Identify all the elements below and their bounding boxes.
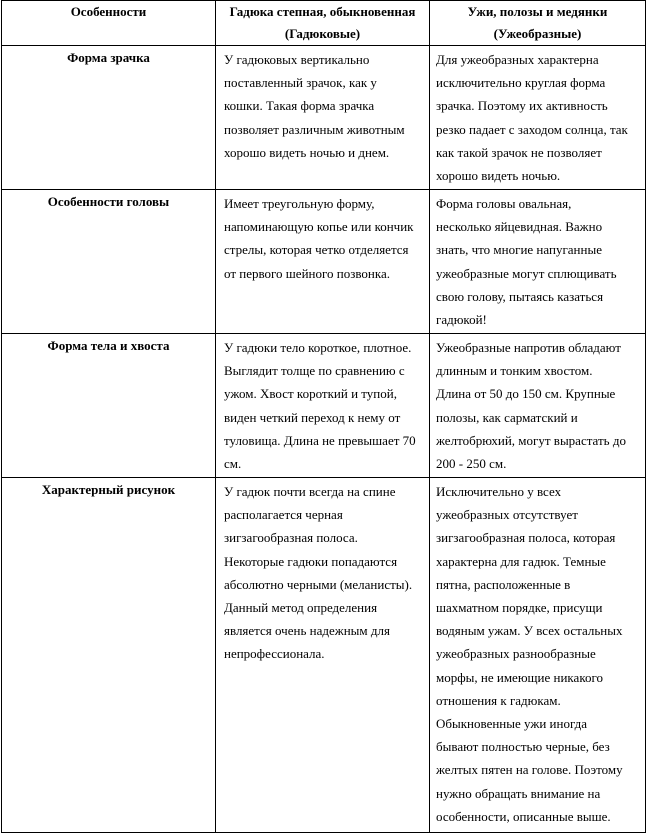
text-line: Имеет треугольную форму, — [224, 196, 375, 211]
text-line: ужеобразные могут сплющивать — [436, 265, 617, 281]
text-line: виден четкий переход к нему от — [224, 409, 401, 425]
text-line: кошки. Такая форма зрачка — [224, 98, 375, 114]
text-line: см. — [224, 456, 242, 472]
text-line: гадюкой! — [436, 312, 487, 328]
text-line: как такой зрачок не позволяет — [436, 144, 602, 160]
viper-cell — [216, 190, 430, 334]
text-line: нужно обращать внимание на — [436, 785, 601, 801]
text-line: ужеобразных разнообразные — [436, 646, 596, 662]
colubrid-cell — [430, 46, 646, 190]
text-line: пятна, расположенные в — [436, 576, 571, 592]
header-text: Ужи, полозы и медянки — [467, 4, 608, 19]
text-line: от первого шейного позвонка. — [224, 265, 390, 281]
table-row — [2, 190, 646, 334]
text-line: напоминающую копье или кончик — [224, 219, 414, 235]
text-line: бывают полностью черные, без — [436, 739, 610, 755]
text-line: желтобрюхий, могут вырастать до — [436, 432, 626, 448]
header-subtext: (Гадюковые) — [284, 26, 361, 41]
text-line: Выглядит толще по сравнению с — [224, 363, 405, 379]
header-cell-viper — [216, 1, 430, 46]
text-line: характерна для гадюк. Темные — [436, 553, 606, 569]
text-line: непрофессионала. — [224, 646, 325, 662]
feature-cell — [2, 190, 216, 334]
text-line: туловища. Длина не превышает 70 — [224, 432, 416, 448]
text-line: зрачка. Поэтому их активность — [436, 98, 608, 114]
table-row — [2, 46, 646, 190]
feature-cell — [2, 478, 216, 833]
text-line: хорошо видеть ночью. — [436, 168, 561, 184]
viper-cell — [216, 46, 430, 190]
text-line: располагается черная — [224, 507, 343, 523]
text-line: морфы, не имеющие никакого — [436, 669, 603, 685]
text-line: особенности, описанные выше. — [436, 808, 611, 824]
text-line: несколько яйцевидная. Важно — [436, 219, 603, 235]
text-line: У гадюки тело короткое, плотное. — [224, 340, 412, 355]
text-line: хорошо видеть ночью и днем. — [224, 144, 390, 160]
text-line: Некоторые гадюки попадаются — [224, 553, 398, 569]
text-line: абсолютно черными (меланисты). — [224, 576, 413, 592]
text-line: стрелы, которая четко отделяется — [224, 242, 409, 258]
viper-cell — [216, 478, 430, 833]
feature-cell — [2, 334, 216, 478]
text-line: Для ужеобразных характерна — [436, 52, 599, 67]
feature-label: Форма тела и хвоста — [47, 338, 170, 353]
colubrid-cell — [430, 478, 646, 833]
viper-cell — [216, 334, 430, 478]
table-row — [2, 478, 646, 833]
text-line: У гадюк почти всегда на спине — [224, 484, 396, 499]
text-line: резко падает с заходом солнца, так — [436, 121, 628, 137]
text-line: зигзагообразная полоса. — [224, 530, 358, 546]
feature-cell — [2, 46, 216, 190]
text-line: ужеобразных отсутствует — [436, 507, 578, 523]
text-line: знать, что многие напуганные — [436, 242, 602, 258]
text-line: желтых пятен на голове. Поэтому — [436, 762, 623, 778]
text-line: Форма головы овальная, — [436, 196, 572, 211]
text-line: водяным ужам. У всех остальных — [436, 623, 623, 639]
text-line: поставленный зрачок, как у — [224, 75, 377, 91]
table-row — [2, 334, 646, 478]
text-line: шахматном порядке, присущи — [436, 600, 603, 616]
text-line: У гадюковых вертикально — [224, 52, 370, 67]
text-line: исключительно круглая форма — [436, 75, 606, 91]
feature-label: Характерный рисунок — [41, 482, 176, 497]
text-line: длинным и тонким хвостом. — [436, 363, 593, 379]
header-text: Гадюка степная, обыкновенная — [229, 4, 416, 19]
feature-label: Особенности головы — [47, 194, 170, 209]
text-line: Ужеобразные напротив обладают — [436, 340, 621, 355]
text-line: 200 - 250 см. — [436, 456, 507, 472]
table-header-row — [2, 1, 646, 46]
header-cell-features — [2, 1, 216, 46]
colubrid-cell — [430, 190, 646, 334]
header-subtext: (Ужеобразные) — [493, 26, 582, 41]
text-line: свою голову, пытаясь казаться — [436, 288, 604, 304]
colubrid-cell — [430, 334, 646, 478]
text-line: ужом. Хвост короткий и тупой, — [224, 386, 397, 402]
feature-label: Форма зрачка — [67, 50, 150, 65]
text-line: является очень надежным для — [224, 623, 390, 639]
header-cell-colubrid — [430, 1, 646, 46]
text-line: Исключительно у всех — [436, 484, 562, 499]
comparison-table — [1, 0, 646, 833]
text-line: позволяет различным животным — [224, 121, 405, 137]
text-line: полозы, как сарматский и — [436, 409, 578, 425]
text-line: Обыкновенные ужи иногда — [436, 716, 588, 732]
text-line: отношения к гадюкам. — [436, 692, 561, 708]
text-line: Данный метод определения — [224, 600, 378, 616]
text-line: Длина от 50 до 150 см. Крупные — [436, 386, 616, 402]
text-line: зигзагообразная полоса, которая — [436, 530, 616, 546]
header-text: Особенности — [70, 4, 147, 19]
